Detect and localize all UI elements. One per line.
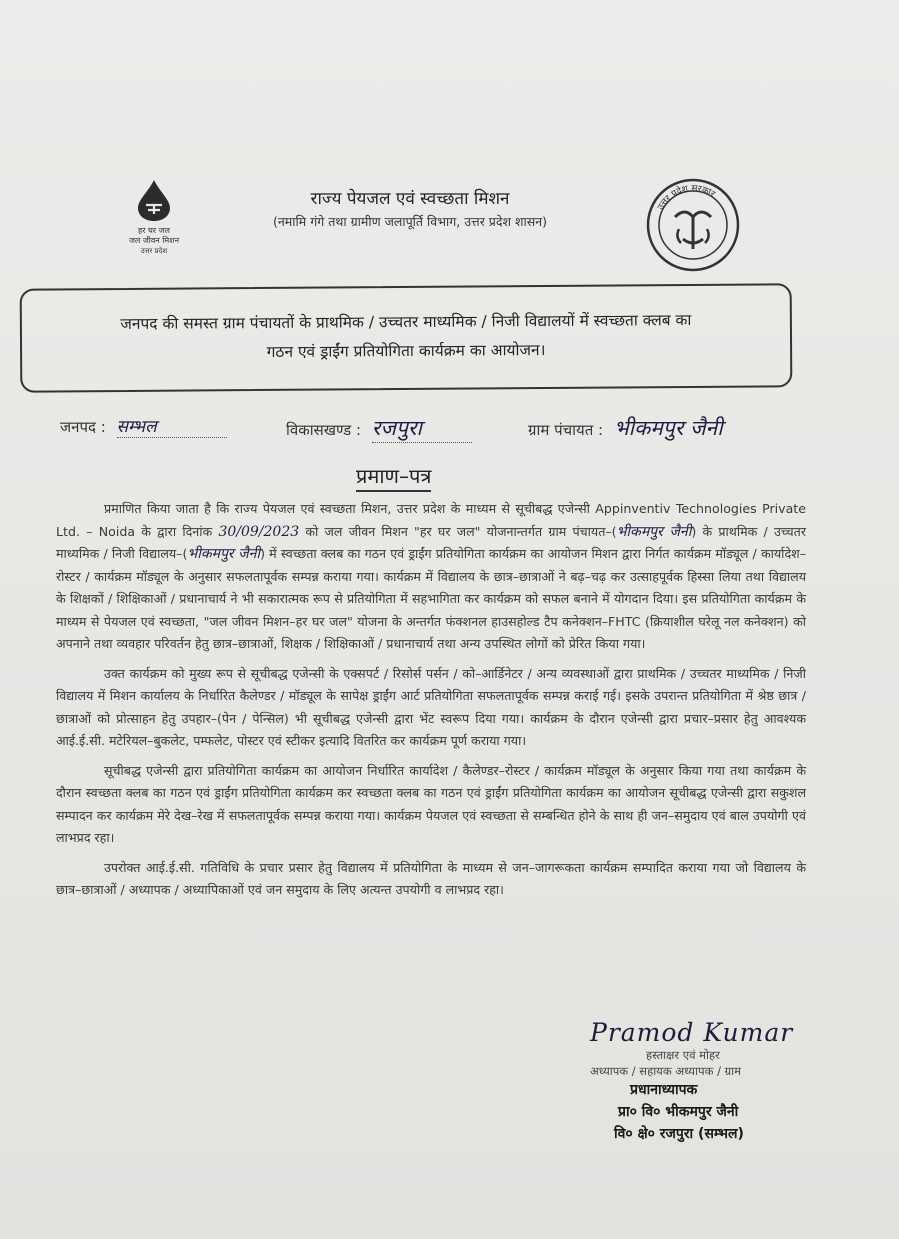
paragraph-4: उपरोक्त आई.ई.सी. गतिविधि के प्रचार प्रसार हेतु विद्यालय में प्रतियोगिता के माध्यम से जन–जागरूकता कार्यक्रम सम्पादित कराया गया जो विद्यालय के छात्र–छात्राओं / अध्यापक / अध्यापिकाओं एवं जन समुदाय के लिए अत्यन्त उपयोगी व लाभप्रद रहा। [56,859,806,897]
paragraph-2: उक्त कार्यक्रम को मुख्य रूप से सूचीबद्ध एजेन्सी के एक्सपर्ट / रिसोर्स पर्सन / को–आर्डिनेटर / अन्य व्यवस्थाओं द्वारा प्राथमिक / उच्चतर माध्यमिक / निजी विद्यालय में मिशन कार्यालय के निर्धारित कैलेण्डर / मॉड्यूल के सापेक्ष ड्राईंग आर्ट प्रतियोगिता सफलतापूर्वक सम्पन्न कराई गई। इसके उपरान्त प्रतियोगिता में श्रेष्ठ छात्र / छात्राओं को प्रोत्साहन हेतु उपहार–(पेन / पेन्सिल) भी सूचीबद्ध एजेन्सी द्वारा भेंट स्वरूप दिया गया। कार्यक्रम के दौरान एजेन्सी द्वारा प्रचार–प्रसार हेतु आवश्यक आई.ई.सी. मटेरियल–बुकलेट, पम्फलेट, पोस्टर एवं स्टीकर इत्यादि वितरित कर कार्यक्रम पूर्ण कराया गया। [56,665,806,748]
designation-label: अध्यापक / सहायक अध्यापक / ग्राम [590,1064,741,1078]
paragraph-1 [56,498,806,656]
district-field [60,414,227,438]
block-field [286,414,472,443]
up-government-seal [645,177,741,273]
stamp-school: प्रा० वि० भीकमपुर जैनी [618,1104,739,1120]
village-name-1: भीकमपुर जैनी [616,523,692,540]
logo-tagline-2: जल जीवन मिशन [128,236,180,245]
water-drop-icon [134,178,174,222]
panchayat-value: भीकमपुर जैनी [613,416,723,440]
logo-tagline-1: हर घर जल [138,226,170,235]
certificate-title: प्रमाण–पत्र [356,462,431,492]
logo-tagline-3: उत्तर प्रदेश [140,247,168,255]
district-value: सम्भल [117,414,227,438]
para1-text-c: ) के प्राथमिक / उच्चतर माध्यमिक / निजी विद्यालय–( [56,523,806,561]
letterhead [200,186,620,230]
para1-text-a: प्रमाणित किया जाता है कि राज्य पेयजल एवं स्वच्छता मिशन, उत्तर प्रदेश के माध्यम से सूचीबद्ध एजेन्सी Appinventiv Technologies Private Ltd. – Noida के द्वारा दिनांक [56,501,806,539]
signature-block [590,1018,820,1145]
banner-line-2: गठन एवं ड्राईंग प्रतियोगिता कार्यक्रम का आयोजन। [266,341,546,361]
village-name-2: भीकमपुर जैनी [187,546,261,562]
signature-label: हस्ताक्षर एवं मोहर [646,1048,720,1062]
jal-jeevan-mission-logo [118,178,190,256]
gram-panchayat-field [528,414,754,442]
banner-line-1: जनपद की समस्त ग्राम पंचायतों के प्राथमिक / उच्चतर माध्यमिक / निजी विद्यालयों में स्वच्छता क्लब का [120,311,692,333]
panchayat-label: ग्राम पंचायत : [528,421,604,439]
paragraph-3: सूचीबद्ध एजेन्सी द्वारा प्रतियोगिता कार्यक्रम का आयोजन निर्धारित कार्यादेश / कैलेण्डर–रोस्टर / कार्यक्रम मॉड्यूल के अनुसार किया गया तथा कार्यक्रम के दौरान स्वच्छता क्लब का गठन एवं ड्राईंग प्रतियोगिता कार्यक्रम कर स्वच्छता क्लब का गठन एवं ड्राईंग प्रतियोगिता कार्यक्रम का आयोजन सूचीबद्ध एजेन्सी द्वारा सकुशल सम्पादन कर कार्यक्रम मेरे देख–रेख में सफलतापूर्वक सम्पन्न कराया गया। कार्यक्रम पेयजल एवं स्वच्छता से सम्बन्धित होने के साथ ही जन–समुदाय एवं बाल उपयोगी एवं लाभप्रद रहा। [56,762,806,845]
para1-text-d: ) में स्वच्छता क्लब का गठन एवं ड्राईंग प्रतियोगिता कार्यक्रम का आयोजन मिशन द्वारा निर्गत कार्यक्रम मॉड्यूल / कार्यादेश–रोस्टर / कार्यक्रम मॉड्यूल के अनुसार सफलतापूर्वक सम्पन्न कराया गया। कार्यक्रम में विद्यालय के छात्र–छात्राओं ने बढ़–चढ़ कर उत्साहपूर्वक हिस्सा लिया तथा विद्यालय के शिक्षकों / शिक्षिकाओं / प्रधानाचार्य ने भी सकारात्मक रूप से प्रतियोगिता में सहभागिता कर कार्यक्रम को सफल बनाने में योगदान दिया। इस प्रतियोगिता कार्यक्रम के माध्यम से पेयजल एवं स्वच्छता, "जल जीवन मिशन–हर घर जल" योजना के अन्तर्गत फंक्शनल हाउसहोल्ड टैप कनेक्शन–FHTC (क्रियाशील घरेलू नल कनेक्शन) को अपनाने तथा व्यवहार परिवर्तन हेतु छात्र–छात्राओं, शिक्षक / शिक्षिकाओं / प्रधानाचार्य तथा अन्य उपस्थित लोगों को प्रेरित किया गया। [56,546,806,651]
handwritten-signature: Pramod Kumar [590,1018,794,1047]
programme-date: 30/09/2023 [218,523,300,540]
mission-title: राज्य पेयजल एवं स्वच्छता मिशन [310,189,510,209]
stamp-designation: प्रधानाध्यापक [630,1082,698,1098]
district-label: जनपद : [60,418,106,436]
mission-subtitle: (नमामि गंगे तथा ग्रामीण जलापूर्ति विभाग, उत्तर प्रदेश शासन) [272,214,547,229]
para1-text-b: को जल जीवन मिशन "हर घर जल" योजनान्तर्गत ग्राम पंचायत–( [305,523,617,539]
certificate-body [56,498,806,909]
seal-text: उत्तर प्रदेश सरकार [656,183,717,212]
programme-banner [20,283,793,392]
block-label: विकासखण्ड : [286,421,362,439]
block-value: रजपुरा [372,414,472,443]
stamp-block: वि० क्षे० रजपुरा (सम्भल) [614,1126,744,1142]
